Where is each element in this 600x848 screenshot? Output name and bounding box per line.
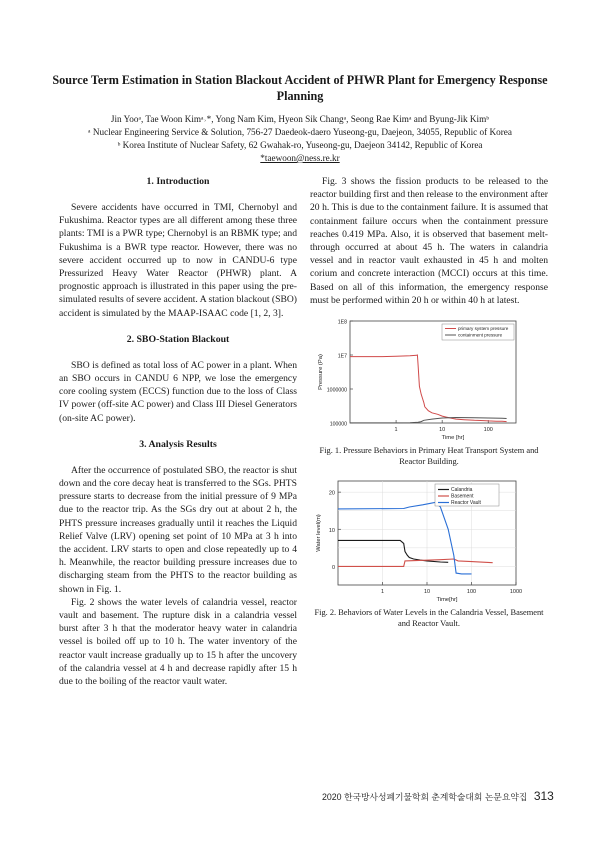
pressure-chart: [310, 315, 548, 441]
x-axis-label: Time[hr]: [436, 597, 458, 604]
page-number: 313: [533, 789, 554, 803]
y-tick-label: 1000000: [326, 387, 347, 394]
left-column: [59, 175, 297, 688]
page-footer: [322, 789, 554, 803]
x-tick-label: 1000: [509, 589, 523, 596]
x-tick-label: 1: [380, 589, 385, 596]
affiliation-b: ᵇ Korea Institute of Nuclear Safety, 62 Gwahak-ro, Yuseong-gu, Daejeon 34142, Republic of Korea: [117, 140, 483, 150]
y-tick-label: 20: [328, 490, 335, 497]
right-paragraph: Fig. 3 shows the fission products to be released to the reactor building first and then release to the environment after 20 h. This is due to the containment failure. It is assumed that containment failure occurs when the containment pressure reaches 0.419 MPa. Also, it is observed that basement melt-through occurred at about 45 h. The waters in calandria vessel and in reactor vault exhausted in 45 h and molten corium and concrete interaction (MCCI) occurs at this time. Based on all of this information, the emergency response must be performed within 20 h or within 40 h at latest.: [310, 176, 548, 306]
legend-label: containment pressure: [458, 332, 503, 338]
figure-2-caption: Fig. 2. Behaviors of Water Levels in the Calandria Vessel, Basement and Reactor Vault.: [314, 608, 544, 629]
legend-label: Reactor Vault: [451, 500, 481, 507]
x-axis-label: Time [hr]: [441, 435, 465, 442]
intro-paragraph: Severe accidents have occurred in TMI, Chernobyl and Fukushima. Reactor types are all different among these three plants: TMI is a PWR type; Chernobyl is an RBMK type; and Fukushima is a BWR type reactor. However, there was no severe accident occurred up to now in CANDU-6 type Pressurized Heavy Water Reactor (PHWR) plant. A prognostic approach is illustrated in this paper using the pre-simulated results of severe accident. A station blackout (SBO) accident is simulated by the MAAP-ISAAC code [1, 2, 3].: [59, 202, 297, 319]
corresponding-email[interactable]: *taewoon@ness.re.kr: [260, 153, 340, 163]
x-tick-label: 10: [423, 589, 431, 596]
y-tick-label: 10: [328, 528, 335, 535]
y-tick-label: 0: [331, 565, 335, 572]
y-tick-label: 1E7: [337, 353, 347, 360]
right-column: [310, 175, 548, 639]
y-tick-label: 1E8: [337, 319, 347, 326]
y-axis-label: Pressure (Pa): [318, 354, 324, 390]
x-tick-label: 100: [483, 427, 493, 434]
x-tick-label: 10: [439, 427, 446, 434]
x-tick-label: 100: [466, 589, 477, 596]
proceedings-title: 2020 한국방사성폐기물학회 춘계학술대회 논문요약집: [322, 792, 528, 802]
legend-label: Basement: [451, 493, 474, 500]
section-heading-analysis: 3. Analysis Results: [139, 438, 217, 450]
figure-1-caption: Fig. 1. Pressure Behaviors in Primary Heat Transport System and Reactor Building.: [319, 446, 539, 467]
sbo-paragraph: SBO is defined as total loss of AC power in a plant. When an SBO occurs in CANDU 6 NPP, we lose the emergency core cooling system (ECCS) function due to the loss of Class IV power (off-site AC power) and Class III Diesel Generators (on-site AC power).: [59, 359, 297, 424]
paper-title: Source Term Estimation in Station Blackout Accident of PHWR Plant for Emergency Response Planning: [52, 73, 548, 103]
analysis-paragraph-2: Fig. 2 shows the water levels of calandria vessel, reactor vault and basement. The rupture disk in a calandria vessel burst after 3 h that the moderator heavy water in calandria vessel is boiled off up to 10 h. The water inventory of the reactor vault increase gradually up to 15 h after the uncovery of the calandria vessel at 4 h and decrease rapidly after 15 h due to the boiling of the reactor vault water.: [59, 596, 297, 688]
legend-label: primary system pressure: [458, 326, 509, 332]
section-heading-introduction: 1. Introduction: [146, 176, 210, 187]
affiliation-a: ᵃ Nuclear Engineering Service & Solution, 756-27 Daedeok-daero Yuseong-gu, Daejeon, 34055, Republic of Korea: [88, 127, 512, 137]
section-heading-sbo: 2. SBO-Station Blackout: [126, 333, 230, 345]
x-tick-label: 1: [394, 427, 398, 434]
y-tick-label: 100000: [329, 421, 347, 428]
authors-line: Jin Yooᵃ, Tae Woon Kimᵃ˒*, Yong Nam Kim, Hyeon Sik Changᵃ, Seong Rae Kimᵃ and Byung-Jik Kimᵇ: [110, 114, 490, 124]
legend-label: Calandria: [451, 487, 473, 494]
figure-2: [310, 477, 548, 607]
author-block: [30, 113, 570, 165]
y-axis-label: Water level(m): [316, 514, 322, 552]
water-level-chart: [310, 477, 548, 603]
figure-1: [310, 315, 548, 445]
analysis-paragraph-1: After the occurrence of postulated SBO, the reactor is shut down and the core decay heat is transferred to the SGs. PHTS pressure starts to decrease from the initial pressure of 9 MPa due to the reactor trip. As the SGs dry out at about 2 h, the PHTS pressure increases gradually until it reaches the Liquid Relief Valve (LRV) opening set point of 10 MPa at 3 h into the accident. LRV starts to open and close repeatedly up to 4 h. Meanwhile, the reactor building pressure increases due to discharging steam from the PHTS to the reactor building as shown in Fig. 1.: [59, 464, 297, 595]
